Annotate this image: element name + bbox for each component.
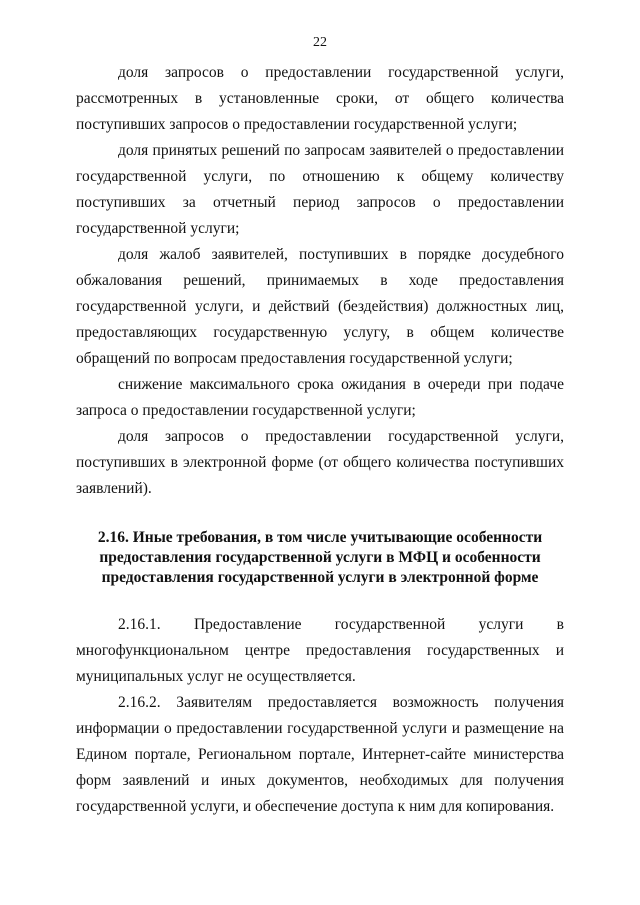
paragraph-2-16-2: 2.16.2. Заявителям предоставляется возможность получения информации о предоставлении государственной услуги и размещение на Едином портале, Региональном портале, Интернет-сайте министерства форм заявлений и иных документов, необходимых для получения государственной услуги, и обеспечение доступа к ним для копирования. (76, 694, 564, 815)
paragraph-2-16-1: 2.16.1. Предоставление государственной услуги в многофункциональном центре предоставления государственных и муниципальных услуг не осуществляется. (76, 616, 564, 685)
page-number: 22 (313, 35, 327, 50)
paragraph-queue-time: снижение максимального срока ожидания в очереди при подаче запроса о предоставлении государственной услуги; (76, 376, 564, 419)
section-heading (76, 528, 564, 588)
paragraph-requests-in-time: доля запросов о предоставлении государственной услуги, рассмотренных в установленные сроки, от общего количества поступивших запросов о предоставлении государственной услуги; (76, 64, 564, 133)
paragraph-electronic-requests: доля запросов о предоставлении государственной услуги, поступивших в электронной форме (от общего количества поступивших заявлений). (76, 428, 564, 497)
heading-line: предоставления государственной услуги в МФЦ и особенности (99, 549, 541, 566)
paragraph-complaints-share: доля жалоб заявителей, поступивших в порядке досудебного обжалования решений, принимаемых в ходе предоставления государственной услуги, и действий (бездействия) должностных лиц, предоставляющих государственную услугу, в общем количестве обращений по вопросам предоставления государственной услуги; (76, 246, 564, 367)
heading-line: 2.16. Иные требования, в том числе учитывающие особенности (97, 529, 543, 546)
paragraph-decisions-share: доля принятых решений по запросам заявителей о предоставлении государственной услуги, по отношению к общему количеству поступивших за отчетный период запросов о предоставлении государственной услуги; (76, 142, 564, 237)
heading-line: предоставления государственной услуги в электронной форме (101, 569, 539, 586)
document-body (76, 60, 564, 820)
